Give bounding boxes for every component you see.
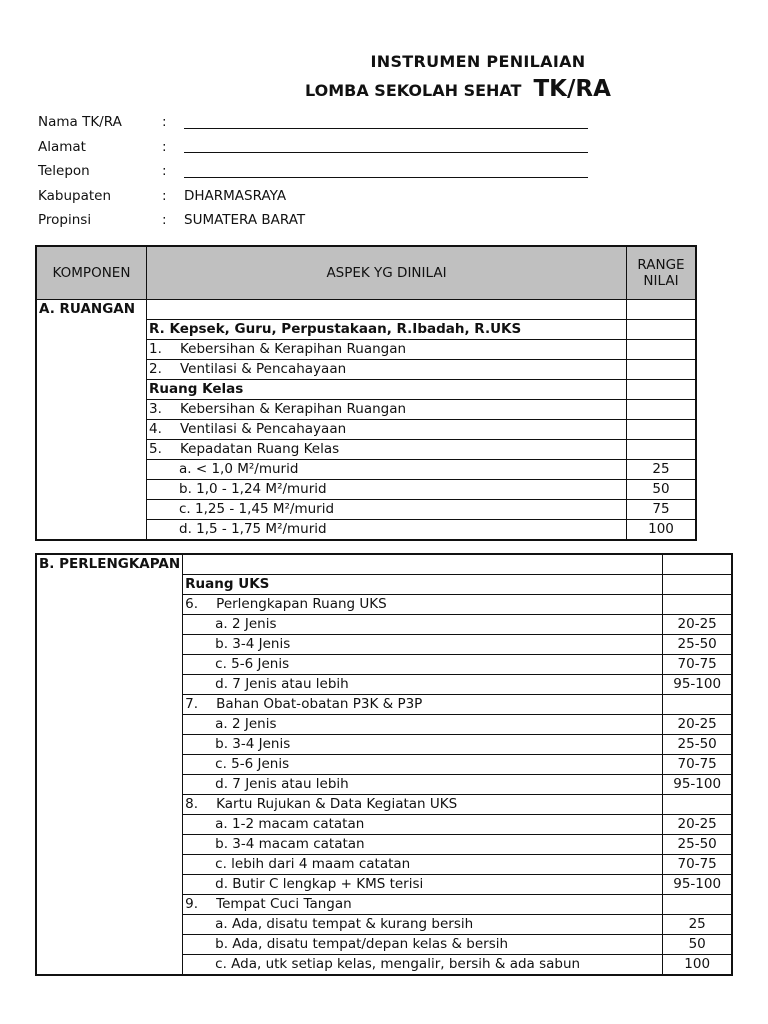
aspect-item <box>183 695 663 715</box>
komponen-cell <box>37 935 183 955</box>
section-row <box>37 300 696 320</box>
komponen-cell <box>37 380 147 400</box>
item-text: Ventilasi & Pencahayaan <box>180 361 347 377</box>
header-aspek: ASPEK YG DINILAI <box>147 247 627 300</box>
table-row <box>37 380 696 400</box>
range-value: 95-100 <box>663 875 732 895</box>
info-colon: : <box>162 163 167 180</box>
table-row <box>37 795 732 815</box>
title-line-1: INSTRUMEN PENILAIAN <box>370 52 586 71</box>
aspect-item <box>183 595 663 615</box>
komponen-cell <box>37 480 147 500</box>
item-number: 8. <box>185 796 199 812</box>
info-label: Kabupaten <box>38 187 112 204</box>
komponen-cell <box>37 915 183 935</box>
aspect-item <box>147 440 627 460</box>
sub-item: b. 3-4 macam catatan <box>183 835 663 855</box>
aspect-item <box>147 340 627 360</box>
table-row <box>37 480 696 500</box>
table-row <box>37 635 732 655</box>
header-komponen: KOMPONEN <box>37 247 147 300</box>
komponen-cell <box>37 675 183 695</box>
info-colon: : <box>162 187 167 204</box>
range-value <box>663 795 732 815</box>
item-text: Tempat Cuci Tangan <box>216 896 352 912</box>
info-label: Propinsi <box>38 212 92 229</box>
table-row <box>37 595 732 615</box>
sub-item: a. 1-2 macam catatan <box>183 815 663 835</box>
table-row <box>37 915 732 935</box>
identity-block <box>38 110 588 233</box>
item-text: Kebersihan & Kerapihan Ruangan <box>180 341 407 357</box>
info-blank-line <box>184 165 588 178</box>
table-row <box>37 835 732 855</box>
item-text: Ventilasi & Pencahayaan <box>180 421 347 437</box>
range-value <box>627 340 696 360</box>
sub-item: b. 3-4 Jenis <box>183 635 663 655</box>
komponen-cell <box>37 500 147 520</box>
range-value: 20-25 <box>663 715 732 735</box>
item-text: Kartu Rujukan & Data Kegiatan UKS <box>216 796 458 812</box>
section-title: B. PERLENGKAPAN <box>37 555 183 575</box>
item-number: 3. <box>149 401 162 417</box>
table-row <box>37 855 732 875</box>
range-value: 25-50 <box>663 835 732 855</box>
info-blank-line <box>184 140 588 153</box>
table-row <box>37 520 696 540</box>
info-row <box>38 110 588 135</box>
table-row <box>37 895 732 915</box>
komponen-cell <box>37 320 147 340</box>
info-row <box>38 135 588 160</box>
range-value: 70-75 <box>663 855 732 875</box>
range-value <box>627 440 696 460</box>
sub-item: b. 3-4 Jenis <box>183 735 663 755</box>
range-value: 70-75 <box>663 655 732 675</box>
item-text: Perlengkapan Ruang UKS <box>216 596 387 612</box>
komponen-cell <box>37 895 183 915</box>
section-value <box>663 555 732 575</box>
komponen-cell <box>37 735 183 755</box>
item-number: 7. <box>185 696 199 712</box>
header-range-1: RANGE <box>637 257 685 273</box>
komponen-cell <box>37 340 147 360</box>
table-row <box>37 815 732 835</box>
range-value: 25 <box>627 460 696 480</box>
group-heading: R. Kepsek, Guru, Perpustakaan, R.Ibadah, R.UKS <box>147 320 627 340</box>
komponen-cell <box>37 775 183 795</box>
table-row <box>37 360 696 380</box>
range-value: 75 <box>627 500 696 520</box>
range-value <box>663 895 732 915</box>
komponen-cell <box>37 955 183 975</box>
info-label: Alamat <box>38 138 86 155</box>
range-value <box>663 595 732 615</box>
table-row <box>37 755 732 775</box>
range-value <box>663 695 732 715</box>
info-label: Telepon <box>38 163 90 180</box>
komponen-cell <box>37 755 183 775</box>
item-number: 6. <box>185 596 199 612</box>
komponen-cell <box>37 460 147 480</box>
info-colon: : <box>162 212 167 229</box>
sub-item: d. Butir C lengkap + KMS terisi <box>183 875 663 895</box>
range-value: 100 <box>663 955 732 975</box>
aspect-item <box>147 400 627 420</box>
aspect-item <box>183 795 663 815</box>
range-value: 25 <box>663 915 732 935</box>
table-row <box>37 400 696 420</box>
komponen-cell <box>37 795 183 815</box>
komponen-cell <box>37 520 147 540</box>
table-row <box>37 575 732 595</box>
komponen-cell <box>37 635 183 655</box>
table-row <box>37 420 696 440</box>
range-value <box>627 360 696 380</box>
item-number: 9. <box>185 896 199 912</box>
range-value <box>627 320 696 340</box>
komponen-cell <box>37 695 183 715</box>
komponen-cell <box>37 715 183 735</box>
komponen-cell <box>37 815 183 835</box>
komponen-cell <box>37 595 183 615</box>
info-row <box>38 208 588 233</box>
komponen-cell <box>37 855 183 875</box>
range-value: 20-25 <box>663 615 732 635</box>
sub-item: b. 1,0 - 1,24 M²/murid <box>147 480 627 500</box>
sub-item: b. Ada, disatu tempat/depan kelas & bersih <box>183 935 663 955</box>
range-value <box>663 575 732 595</box>
aspect-item <box>147 420 627 440</box>
range-value: 25-50 <box>663 635 732 655</box>
range-value <box>627 400 696 420</box>
title-line-2 <box>305 76 611 102</box>
table-header-row <box>37 247 696 300</box>
table-row <box>37 500 696 520</box>
komponen-cell <box>37 360 147 380</box>
section-row <box>37 555 732 575</box>
table-row <box>37 615 732 635</box>
table-row <box>37 875 732 895</box>
info-row <box>38 159 588 184</box>
sub-item: c. 5-6 Jenis <box>183 755 663 775</box>
info-blank-line <box>184 116 588 129</box>
sub-item: a. 2 Jenis <box>183 615 663 635</box>
range-value: 95-100 <box>663 775 732 795</box>
header-range <box>627 247 696 300</box>
table-row <box>37 955 732 975</box>
table-row <box>37 460 696 480</box>
table-row <box>37 320 696 340</box>
table-row <box>37 655 732 675</box>
section-blank <box>183 555 663 575</box>
sub-item: d. 7 Jenis atau lebih <box>183 675 663 695</box>
table-row <box>37 695 732 715</box>
range-value: 100 <box>627 520 696 540</box>
table-row <box>37 735 732 755</box>
group-heading: Ruang UKS <box>183 575 663 595</box>
item-number: 4. <box>149 421 162 437</box>
group-heading: Ruang Kelas <box>147 380 627 400</box>
range-value <box>627 380 696 400</box>
sub-item: c. 1,25 - 1,45 M²/murid <box>147 500 627 520</box>
range-value <box>627 420 696 440</box>
sub-item: d. 7 Jenis atau lebih <box>183 775 663 795</box>
info-colon: : <box>162 138 167 155</box>
komponen-cell <box>37 835 183 855</box>
item-text: Kebersihan & Kerapihan Ruangan <box>180 401 407 417</box>
info-value: SUMATERA BARAT <box>184 212 306 229</box>
table-row <box>37 775 732 795</box>
range-value: 50 <box>663 935 732 955</box>
sub-item: d. 1,5 - 1,75 M²/murid <box>147 520 627 540</box>
info-value: DHARMASRAYA <box>184 187 287 204</box>
info-colon: : <box>162 114 167 131</box>
table-row <box>37 340 696 360</box>
sub-item: a. < 1,0 M²/murid <box>147 460 627 480</box>
sub-item: c. lebih dari 4 maam catatan <box>183 855 663 875</box>
section-value <box>627 300 696 320</box>
table-ruangan <box>36 246 696 540</box>
table-row <box>37 715 732 735</box>
sub-item: c. Ada, utk setiap kelas, mengalir, bersih & ada sabun <box>183 955 663 975</box>
komponen-cell <box>37 875 183 895</box>
info-label: Nama TK/RA <box>38 114 122 131</box>
info-row <box>38 184 588 209</box>
komponen-cell <box>37 400 147 420</box>
table-row <box>37 935 732 955</box>
sub-item: a. 2 Jenis <box>183 715 663 735</box>
section-blank <box>147 300 627 320</box>
item-text: Bahan Obat-obatan P3K & P3P <box>216 696 423 712</box>
section-title: A. RUANGAN <box>37 300 147 320</box>
item-number: 1. <box>149 341 162 357</box>
header-range-2: NILAI <box>643 273 679 289</box>
title-line-2-big: TK/RA <box>533 76 611 102</box>
komponen-cell <box>37 615 183 635</box>
range-value: 25-50 <box>663 735 732 755</box>
aspect-item <box>183 895 663 915</box>
range-value: 70-75 <box>663 755 732 775</box>
range-value: 95-100 <box>663 675 732 695</box>
komponen-cell <box>37 575 183 595</box>
item-number: 2. <box>149 361 162 377</box>
range-value: 20-25 <box>663 815 732 835</box>
sub-item: a. Ada, disatu tempat & kurang bersih <box>183 915 663 935</box>
komponen-cell <box>37 440 147 460</box>
range-value: 50 <box>627 480 696 500</box>
sub-item: c. 5-6 Jenis <box>183 655 663 675</box>
komponen-cell <box>37 655 183 675</box>
item-number: 5. <box>149 441 162 457</box>
item-text: Kepadatan Ruang Kelas <box>180 441 340 457</box>
table-perlengkapan <box>36 554 732 975</box>
komponen-cell <box>37 420 147 440</box>
table-row <box>37 675 732 695</box>
table-row <box>37 440 696 460</box>
aspect-item <box>147 360 627 380</box>
title-line-2-text: LOMBA SEKOLAH SEHAT <box>305 81 522 100</box>
